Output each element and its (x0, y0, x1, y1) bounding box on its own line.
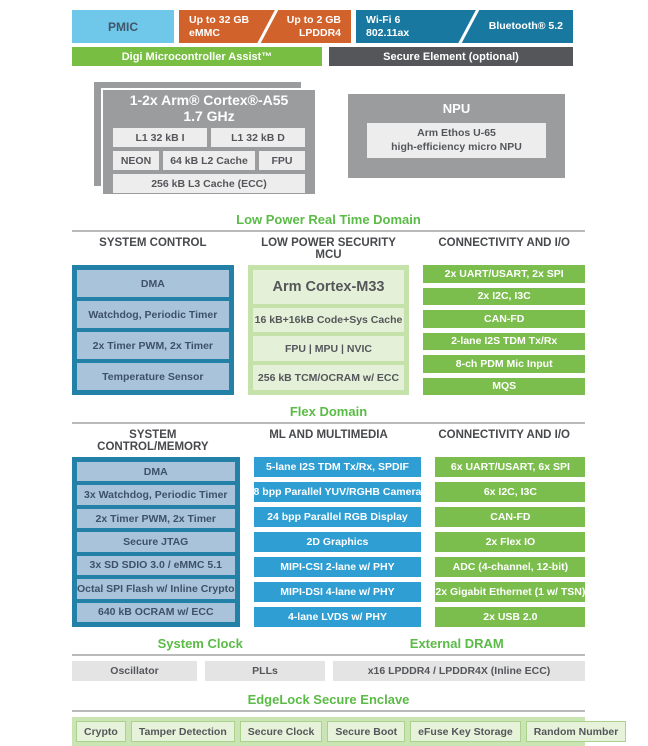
block-mqs: MQS (423, 378, 585, 396)
block-ocram: 640 kB OCRAM w/ ECC (77, 603, 235, 622)
block-tcm-ocram: 256 kB TCM/OCRAM w/ ECC (253, 365, 405, 390)
secure-element-bar: Secure Element (optional) (329, 47, 573, 66)
clock-dram-grid (72, 661, 585, 681)
block-flex-io: 2x Flex IO (435, 532, 585, 552)
domain2-connectivity-column (435, 457, 585, 627)
domain1-headers (72, 237, 585, 261)
l3-cache-row (113, 174, 305, 193)
block-timer-pwm2: 2x Timer PWM, 2x Timer (77, 509, 235, 528)
block-secure-jtag: Secure JTAG (77, 532, 235, 551)
domain2-col3-header: CONNECTIVITY AND I/O (438, 429, 570, 441)
block-dma: DMA (77, 270, 229, 297)
block-mipi-dsi: MIPI-DSI 4-lane w/ PHY (254, 582, 422, 602)
edgelock-container (72, 717, 619, 746)
npu-block (348, 94, 565, 178)
system-clock-title: System Clock (157, 636, 243, 651)
domain1-title: Low Power Real Time Domain (236, 212, 421, 227)
domain2-headers (72, 429, 585, 453)
wireless-block (356, 10, 573, 43)
block-dma2: DMA (77, 462, 235, 481)
lpddr-label: Up to 2 GB LPDDR4 (286, 13, 341, 39)
block-mipi-csi: MIPI-CSI 2-lane w/ PHY (254, 557, 422, 577)
block-uart-spi: 2x UART/USART, 2x SPI (423, 265, 585, 283)
fpu-block: FPU (259, 151, 305, 170)
block-2d-graphics: 2D Graphics (254, 532, 422, 552)
domain1-connectivity-column (423, 265, 585, 395)
feature-bars-row (72, 47, 573, 66)
block-efuse-key-storage: eFuse Key Storage (410, 721, 521, 742)
pmic-block (72, 10, 174, 43)
cpu-npu-section (72, 82, 585, 212)
l1-icache-block: L1 32 kB I (113, 128, 207, 147)
block-i2s-spdif: 5-lane I2S TDM Tx/Rx, SPDIF (254, 457, 422, 477)
block-cortex-m33: Arm Cortex-M33 (253, 270, 405, 304)
divider (72, 422, 585, 424)
npu-sub-block: Arm Ethos U-65 high-efficiency micro NPU (367, 123, 546, 158)
neon-l2-fpu-row (113, 151, 305, 170)
block-i2c-i3c-6x: 6x I2C, I3C (435, 482, 585, 502)
clock-dram-titles (72, 636, 585, 651)
block-secure-boot: Secure Boot (327, 721, 405, 742)
block-parallel-camera: 8 bpp Parallel YUV/RGHB Camera (254, 482, 422, 502)
block-tamper-detection: Tamper Detection (131, 721, 235, 742)
block-can-fd2: CAN-FD (435, 507, 585, 527)
block-parallel-display: 24 bpp Parallel RGB Display (254, 507, 422, 527)
domain2-col1-header: SYSTEM CONTROL/MEMORY (97, 429, 209, 453)
pmic-label: PMIC (108, 19, 138, 34)
block-timer-pwm: 2x Timer PWM, 2x Timer (77, 332, 229, 359)
block-adc: ADC (4-channel, 12-bit) (435, 557, 585, 577)
domain1-col2-header: LOW POWER SECURITY MCU (261, 237, 396, 261)
block-pdm-mic: 8-ch PDM Mic Input (423, 355, 585, 373)
external-components-row (72, 10, 573, 43)
block-octal-spi: Octal SPI Flash w/ Inline Crypto (77, 579, 235, 598)
digi-assist-bar: Digi Microcontroller Assist™ (72, 47, 322, 66)
neon-block: NEON (113, 151, 159, 170)
block-crypto: Crypto (76, 721, 126, 742)
block-gigabit-ethernet: 2x Gigabit Ethernet (1 w/ TSN) (435, 582, 585, 602)
block-watchdog3x: 3x Watchdog, Periodic Timer (77, 485, 235, 504)
block-random-number: Random Number (526, 721, 627, 742)
l1-cache-row (113, 128, 305, 147)
block-mcu-cache: 16 kB+16kB Code+Sys Cache (253, 308, 405, 333)
emmc-label: Up to 32 GB eMMC (189, 13, 250, 39)
divider (72, 654, 585, 656)
block-plls: PLLs (205, 661, 325, 681)
domain2-system-control-container (72, 457, 240, 627)
domain2-ml-multimedia-column (254, 457, 422, 627)
domain1-system-control-container (72, 265, 234, 395)
l1-dcache-block: L1 32 kB D (211, 128, 305, 147)
l2-cache-block: 64 kB L2 Cache (163, 151, 255, 170)
block-lpddr-dram: x16 LPDDR4 / LPDDR4X (Inline ECC) (333, 661, 585, 681)
diagonal-divider (456, 10, 480, 43)
edgelock-title: EdgeLock Secure Enclave (247, 692, 410, 707)
block-can-fd: CAN-FD (423, 310, 585, 328)
divider (72, 230, 585, 232)
divider (72, 710, 585, 712)
domain1-grid (72, 265, 585, 395)
domain2-title: Flex Domain (289, 404, 368, 419)
l3-cache-block: 256 kB L3 Cache (ECC) (113, 174, 305, 193)
block-lvds: 4-lane LVDS w/ PHY (254, 607, 422, 627)
block-i2c-i3c: 2x I2C, I3C (423, 288, 585, 306)
diagonal-divider (256, 10, 280, 43)
domain2-col2-header: ML AND MULTIMEDIA (269, 429, 388, 441)
block-uart-spi-6x: 6x UART/USART, 6x SPI (435, 457, 585, 477)
wifi-label: Wi-Fi 6 802.11ax (366, 13, 410, 39)
block-sd-sdio-emmc: 3x SD SDIO 3.0 / eMMC 5.1 (77, 556, 235, 575)
external-memory-block (179, 10, 351, 43)
block-i2s-tdm: 2-lane I2S TDM Tx/Rx (423, 333, 585, 351)
domain2-grid (72, 457, 585, 627)
block-watchdog: Watchdog, Periodic Timer (77, 301, 229, 328)
domain1-col3-header: CONNECTIVITY AND I/O (438, 237, 570, 249)
cpu-cluster-block (101, 88, 317, 196)
block-fpu-mpu-nvic: FPU | MPU | NVIC (253, 336, 405, 361)
soc-block-diagram (72, 0, 619, 746)
cpu-title: 1-2x Arm® Cortex®-A55 1.7 GHz (129, 92, 289, 124)
bluetooth-label: Bluetooth® 5.2 (488, 20, 563, 33)
npu-title: NPU (442, 101, 471, 116)
external-dram-title: External DRAM (409, 636, 504, 651)
block-temp-sensor: Temperature Sensor (77, 363, 229, 390)
block-usb: 2x USB 2.0 (435, 607, 585, 627)
block-secure-clock: Secure Clock (240, 721, 323, 742)
domain1-security-mcu-container (248, 265, 410, 395)
block-oscillator: Oscillator (72, 661, 197, 681)
domain1-col1-header: SYSTEM CONTROL (99, 237, 207, 249)
